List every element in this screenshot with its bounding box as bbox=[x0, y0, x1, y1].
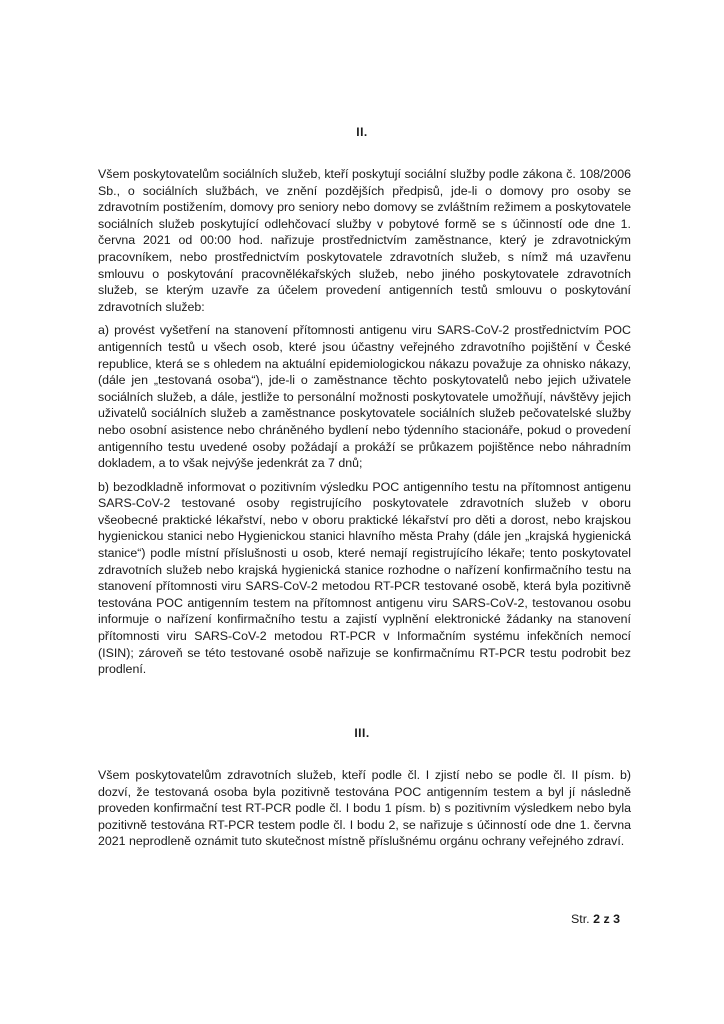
page-number-sep: z bbox=[603, 912, 610, 926]
page-number-prefix: Str. bbox=[571, 912, 590, 926]
section-heading-iii: III. bbox=[354, 726, 370, 740]
section-ii-point-a: a) provést vyšetření na stanovení přítomnosti antigenu viru SARS-CoV-2 prostřednictvím POC antigenních testů u všech osob, které jsou účastny veřejného zdravotního pojištění v České republice, která se s ohledem na aktuální epidemiologickou nákazu považuje za ohnisko nákazy, (dále jen „testovaná osoba“), jde-li o zaměstnance těchto poskytovatelů nebo jejich uživatele sociálních služeb, a dále, jestliže to personální možnosti poskytovatele umožňují, návštěvy jejich uživatelů sociálních služeb a zaměstnance poskytovatele sociálních služeb pečovatelské služby nebo osobní asistence nebo chráněného bydlení nebo týdenního stacionáře, pokud o provedení antigenního testu uvedené osoby požádají a prokáží se průkazem pojištěnce nebo náhradním dokladem, a to však nejvýše jedenkrát za 7 dnů; bbox=[98, 323, 631, 471]
page-number-current: 2 bbox=[593, 912, 600, 926]
section-ii-point-b: b) bezodkladně informovat o pozitivním výsledku POC antigenního testu na přítomnost antigenu SARS-CoV-2 testované osoby registrujícího poskytovatele zdravotních služeb v oboru všeobecné praktické lékařství, nebo v oboru praktické lékařství pro děti a dorost, nebo krajskou hygienickou stanici nebo Hygienickou stanici hlavního města Prahy (dále jen „krajská hygienická stanice“) podle místní příslušnosti u osob, které nemají registrujícího lékaře; tento poskytovatel zdravotních služeb nebo krajská hygienická stanice rozhodne o nařízení konfirmačního testu na stanovení přítomnosti viru SARS-CoV-2 metodou RT-PCR testované osobě, která byla pozitivně testována POC antigenním testem na přítomnost antigenu viru SARS-CoV-2, testovanou osobu informuje o nařízení konfirmačního testu a zajistí vyplnění elektronické žádanky na stanovení přítomnosti viru SARS-CoV-2 metodou RT-PCR v Informačním systému infekčních nemocí (ISIN); zároveň se této testované osobě nařizuje se konfirmačnímu RT-PCR testu podrobit bez prodlení. bbox=[98, 479, 631, 677]
section-iii-body bbox=[98, 767, 631, 850]
section-ii-body bbox=[98, 166, 631, 685]
page-number bbox=[571, 912, 620, 926]
page-number-total: 3 bbox=[613, 912, 620, 926]
section-iii-text: Všem poskytovatelům zdravotních služeb, kteří podle čl. I zjistí nebo se podle čl. II písm. b) dozví, že testovaná osoba byla pozitivně testována POC antigenním testem a byl jí následně proveden konfirmační test RT-PCR podle čl. I bodu 1 písm. b) s pozitivním výsledkem nebo byla pozitivně testována RT-PCR testem podle čl. I bodu 2, se nařizuje s účinností ode dne 1. června 2021 neprodleně oznámit tuto skutečnost místně příslušnému orgánu ochrany veřejného zdraví. bbox=[98, 768, 631, 849]
section-ii-intro: Všem poskytovatelům sociálních služeb, kteří poskytují sociální služby podle zákona č. 108/2006 Sb., o sociálních službách, ve znění pozdějších předpisů, jde-li o domovy pro osoby se zdravotním postižením, domovy pro seniory nebo domovy se zvláštním režimem a poskytovatele sociálních služeb poskytující odlehčovací služby v pobytové formě se s účinností ode dne 1. června 2021 od 00:00 hod. nařizuje prostřednictvím zaměstnance, který je zdravotnickým pracovníkem, nebo prostřednictvím poskytovatele zdravotních služeb, s nímž má uzavřenu smlouvu o poskytování pracovnělékařských služeb, nebo jiného poskytovatele zdravotních služeb, se kterým uzavře za účelem provedení antigenních testů smlouvu o poskytování zdravotních služeb: bbox=[98, 167, 631, 314]
section-heading-ii: II. bbox=[356, 125, 368, 139]
